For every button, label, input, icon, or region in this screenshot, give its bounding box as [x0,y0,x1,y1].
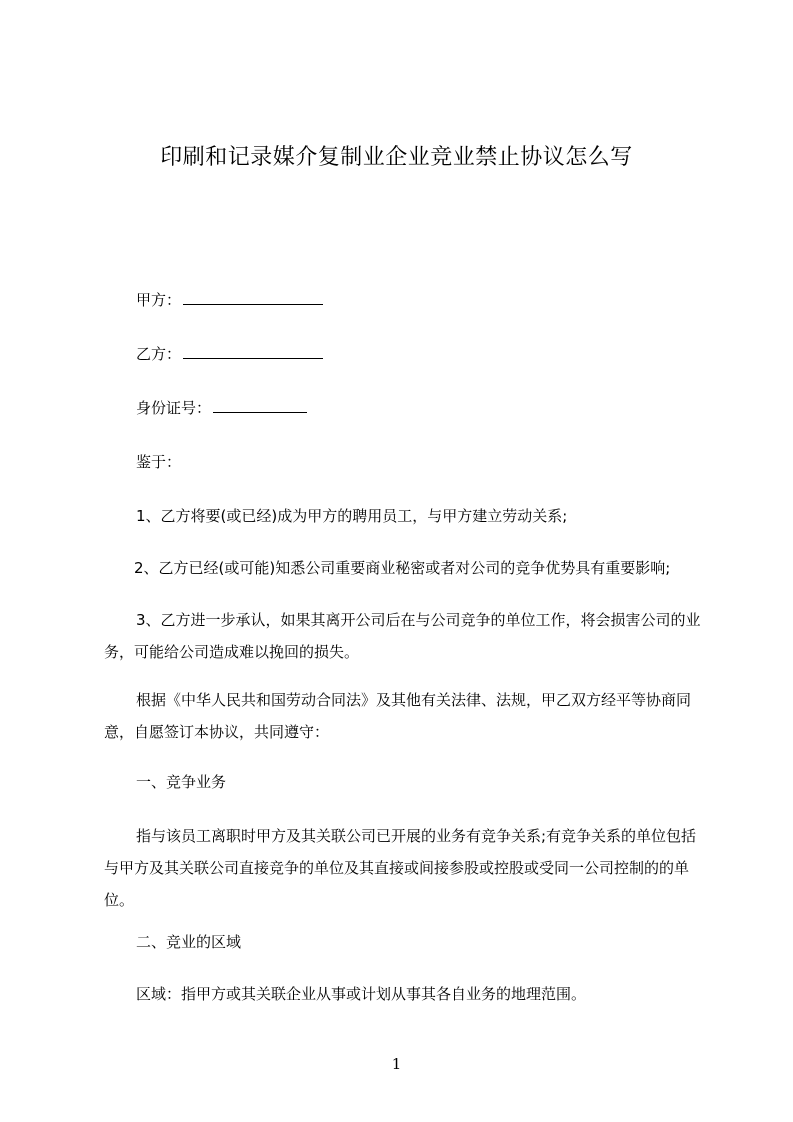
party-b-label: 乙方： [136,345,182,363]
clause-2: 2、乙方已经(或可能)知悉公司重要商业秘密或者对公司的竞争优势具有重要影响; [134,559,671,577]
page-number: 1 [391,1055,402,1073]
legal-basis-paragraph: 根据《中华人民共和国劳动合同法》及其他有关法律、法规，甲乙双方经平等协商同意，自愿签订本协议，共同遵守： [104,691,692,741]
section-2-heading: 二、竞业的区域 [136,933,242,951]
clause-3: 3、乙方进一步承认，如果其离开公司后在与公司竞争的单位工作，将会损害公司的业务，可能给公司造成难以挽回的损失。 [104,611,701,661]
section-2-body: 区域：指甲方或其关联企业从事或计划从事其各自业务的地理范围。 [136,985,587,1003]
clause-1: 1、乙方将要(或已经)成为甲方的聘用员工，与甲方建立劳动关系; [136,507,568,525]
section-1-body: 指与该员工离职时甲方及其关联公司已开展的业务有竞争关系;有竞争关系的单位包括与甲方及其关联公司直接竞争的单位及其直接或间接参股或控股或受同一公司控制的的单位。 [104,827,697,909]
id-number-label: 身份证号： [136,399,212,417]
id-number-line [136,398,307,418]
party-b-line [136,344,323,364]
id-number-blank [213,398,307,413]
party-a-line [136,290,323,310]
party-a-label: 甲方： [136,291,182,309]
section-1-heading: 一、竞争业务 [136,773,227,791]
whereas-line: 鉴于： [136,453,182,471]
party-a-blank [183,290,323,305]
document-title: 印刷和记录媒介复制业企业竞业禁止协议怎么写 [160,145,633,170]
party-b-blank [183,344,323,359]
